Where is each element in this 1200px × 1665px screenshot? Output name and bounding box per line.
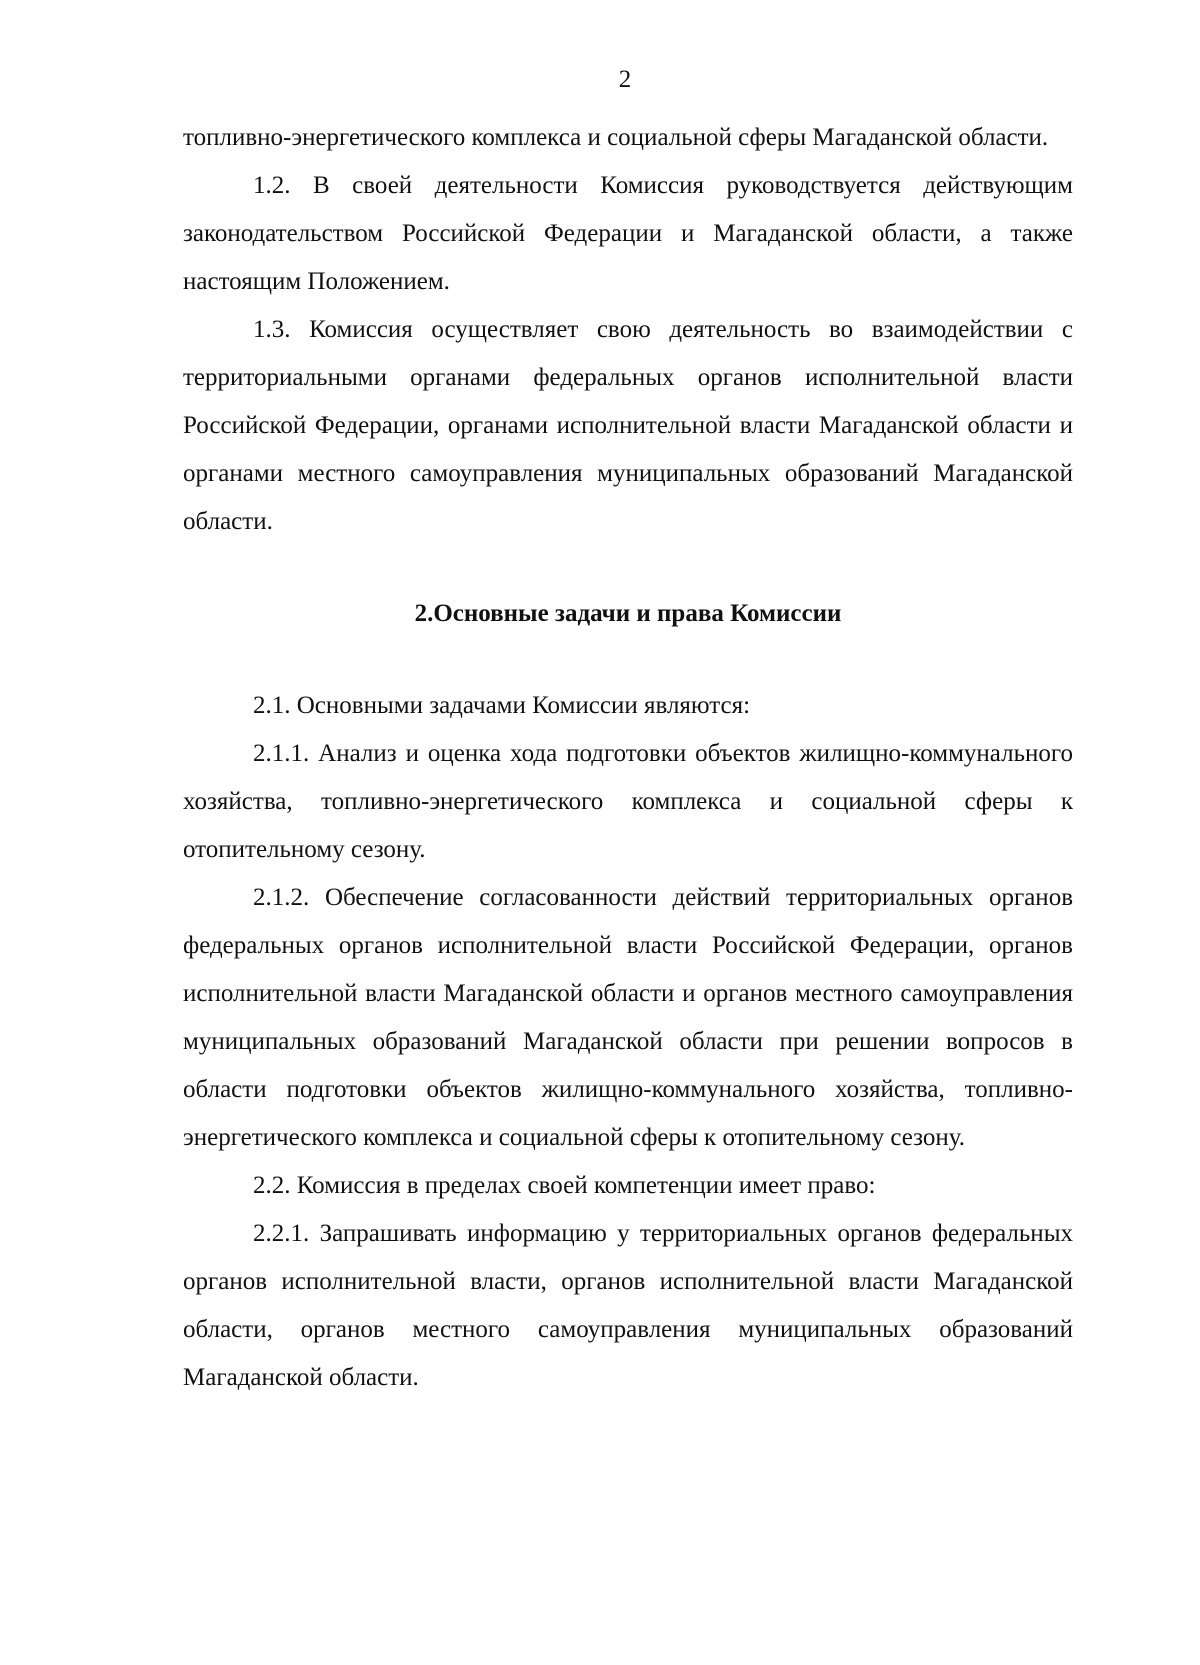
paragraph-2-1-2: 2.1.2. Обеспечение согласованности действий территориальных органов федеральных органов исполнительной власти Российской Федерации, органов исполнительной власти Магаданской области и органов местного самоуправления муниципальных образований Магаданской области при решении вопросов в области подготовки объектов жилищно-коммунального хозяйства, топливно-энергетического комплекса и социальной сферы к отопительному сезону.: [183, 884, 1073, 1151]
section-2-heading: 2.Основные задачи и права Комиссии: [414, 600, 842, 627]
paragraph-2-2-1: 2.2.1. Запрашивать информацию у территориальных органов федеральных органов исполнительной власти, органов исполнительной власти Магаданской области, органов местного самоуправления муниципальных образований Магаданской области.: [183, 1220, 1073, 1391]
paragraph-2-2: 2.2. Комиссия в пределах своей компетенции имеет право:: [253, 1172, 876, 1199]
paragraph-1-3: 1.3. Комиссия осуществляет свою деятельность во взаимодействии с территориальными органами федеральных органов исполнительной власти Российской Федерации, органами исполнительной власти Магаданской области и органами местного самоуправления муниципальных образований Магаданской области.: [183, 316, 1073, 535]
document-body: [183, 114, 1073, 1402]
paragraph-1-2: 1.2. В своей деятельности Комиссия руководствуется действующим законодательством Российской Федерации и Магаданской области, а также настоящим Положением.: [183, 172, 1073, 295]
paragraph-2-1-1: 2.1.1. Анализ и оценка хода подготовки объектов жилищно-коммунального хозяйства, топливно-энергетического комплекса и социальной сферы к отопительному сезону.: [183, 740, 1073, 863]
page-number: 2: [618, 66, 632, 93]
paragraph-2-1: 2.1. Основными задачами Комиссии являются:: [253, 692, 751, 719]
paragraph-continuation: топливно-энергетического комплекса и социальной сферы Магаданской области.: [183, 124, 1049, 151]
